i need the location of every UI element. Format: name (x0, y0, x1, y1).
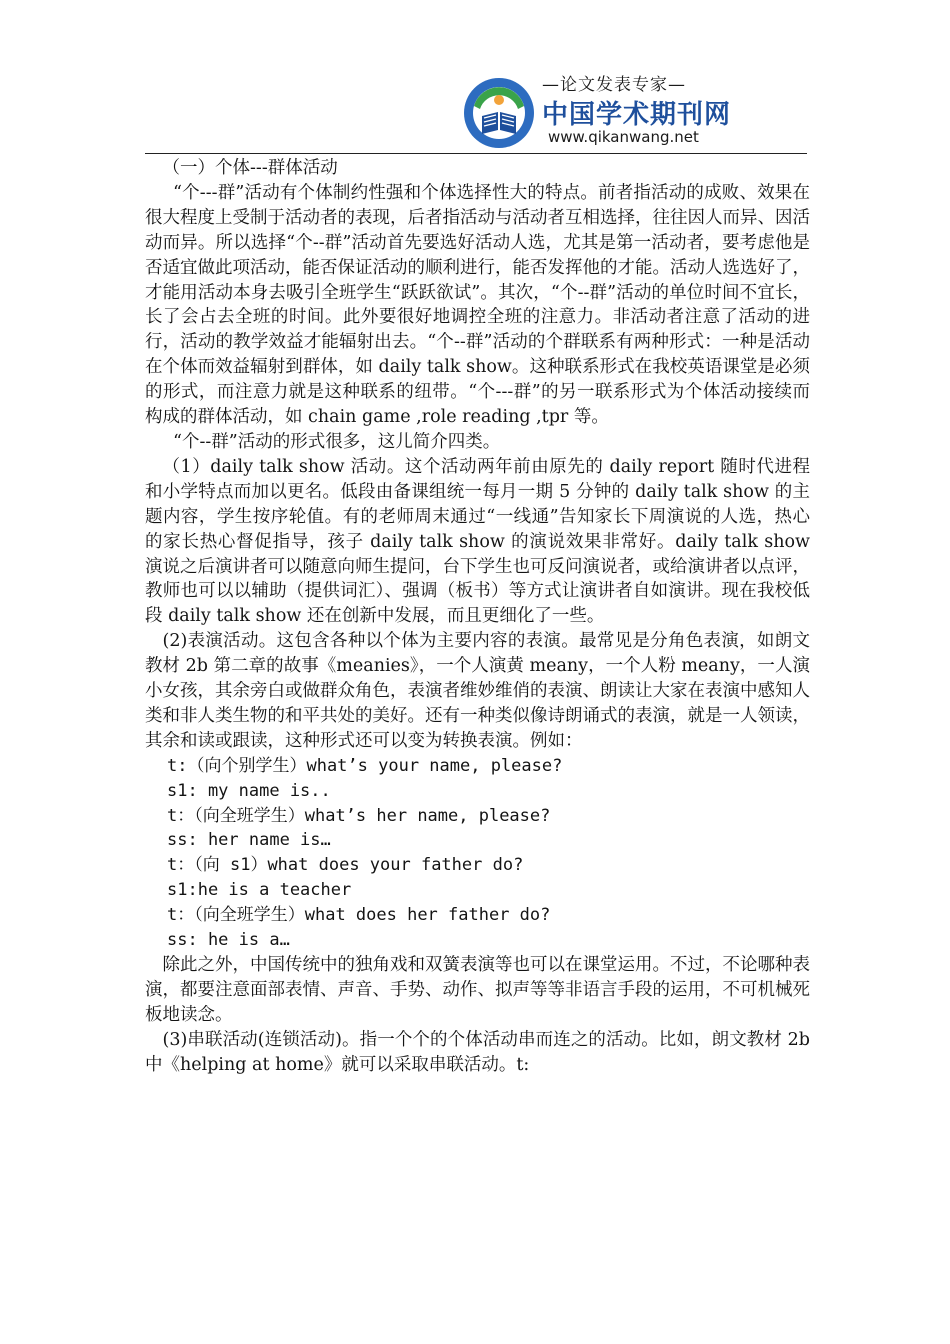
paragraph-2: “个--群”活动的形式很多，这儿简介四类。 (173, 431, 501, 452)
dialogue-line: ss: her name is… (167, 830, 331, 851)
paragraph-1: “个---群”活动有个体制约性强和个体选择性大的特点。前者指活动的成败、效果在很大程度上受制于活动者的表现，后者指活动与活动者互相选择，往往因人而异、因活动而异。所以选择“个--群”活动首先要选好活动人选，尤其是第一活动者，要考虑他是否适宜做此项活动，能否保证活动的顺利进行，能否发挥他的才能。活动人选选好了，才能用活动本身去吸引全班学生“跃跃欲试”。其次，“个--群”活动的单位时间不宜长，长了会占去全班的时间。此外要很好地调控全班的注意力。非活动者注意了活动的进行，活动的教学效益才能辐射出去。“个--群”活动的个群联系有两种形式：一种是活动在个体而效益辐射到群体，如 daily talk show。这种联系形式在我校英语课堂是必须的形式，而注意力就是这种联系的纽带。“个---群”的另一联系形式为个体活动接续而构成的群体活动，如 chain game ,role reading ,tpr 等。 (145, 182, 810, 428)
section-heading: （一）个体---群体活动 (162, 158, 338, 178)
dialogue-line: s1:he is a teacher (167, 880, 352, 901)
dialogue-line: t：（向全班学生）what does her father do? (167, 905, 551, 926)
paragraph-5: 除此之外，中国传统中的独角戏和双簧表演等也可以在课堂运用。不过，不论哪种表演，都要注意面部表情、声音、手势、动作、拟声等等非语言手段的运用，不可机械死板地读念。 (145, 955, 810, 1025)
dialogue-line: t：（向全班学生）what’s her name, please? (167, 805, 551, 826)
paragraph-6: (3)串联活动(连锁活动)。指一个个的个体活动串而连之的活动。比如，朗文教材 2b 中《helping at home》就可以采取串联活动。t: (145, 1029, 810, 1075)
globe-book-emblem-icon (462, 76, 536, 150)
logo-site-name: 中国学术期刊网 (542, 100, 732, 130)
dialogue-line: s1: my name is.. (167, 780, 331, 801)
paragraph-3: （1）daily talk show 活动。这个活动两年前由原先的 daily report 随时代进程和小学特点而加以更名。低段由备课组统一每月一期 5 分钟的 daily talk show 的主题内容，学生按序轮值。有的老师周末通过“一线通”告知家长下周演说的人选，热心的家长热心督促指导，孩子 daily talk show 的演说效果非常好。daily talk show 演说之后演讲者可以随意向师生提问，台下学生也可反问演说者，或给演讲者以点评，教师也可以以辅助（提供词汇）、强调（板书）等方式让演讲者自如演讲。现在我校低段 daily talk show 还在创新中发展，而且更细化了一些。 (145, 456, 810, 627)
site-logo[interactable] (462, 68, 810, 152)
header-divider (145, 153, 807, 154)
paragraph-4: (2)表演活动。这包含各种以个体为主要内容的表演。最常见是分角色表演，如朗文教材 2b 第二章的故事《meanies》，一个人演黄 meany，一个人粉 meany，一人演小女孩，其余旁白或做群众角色，表演者维妙维俏的表演、朗读让大家在表演中感知人类和非人类生物的和平共处的美好。还有一种类似像诗朗诵式的表演，就是一人领读，其余和读或跟读，这种形式还可以变为转换表演。例如： (145, 631, 810, 751)
dialogue-line: t:（向个别学生）what’s your name, please? (167, 755, 563, 776)
dialogue-line: t：（向 s1）what does your father do? (167, 855, 524, 876)
dialogue-line: ss: he is a… (167, 930, 290, 951)
logo-tagline: —论文发表专家— (542, 75, 686, 95)
logo-url[interactable]: www.qikanwang.net (548, 128, 699, 146)
article-body (145, 156, 810, 1078)
